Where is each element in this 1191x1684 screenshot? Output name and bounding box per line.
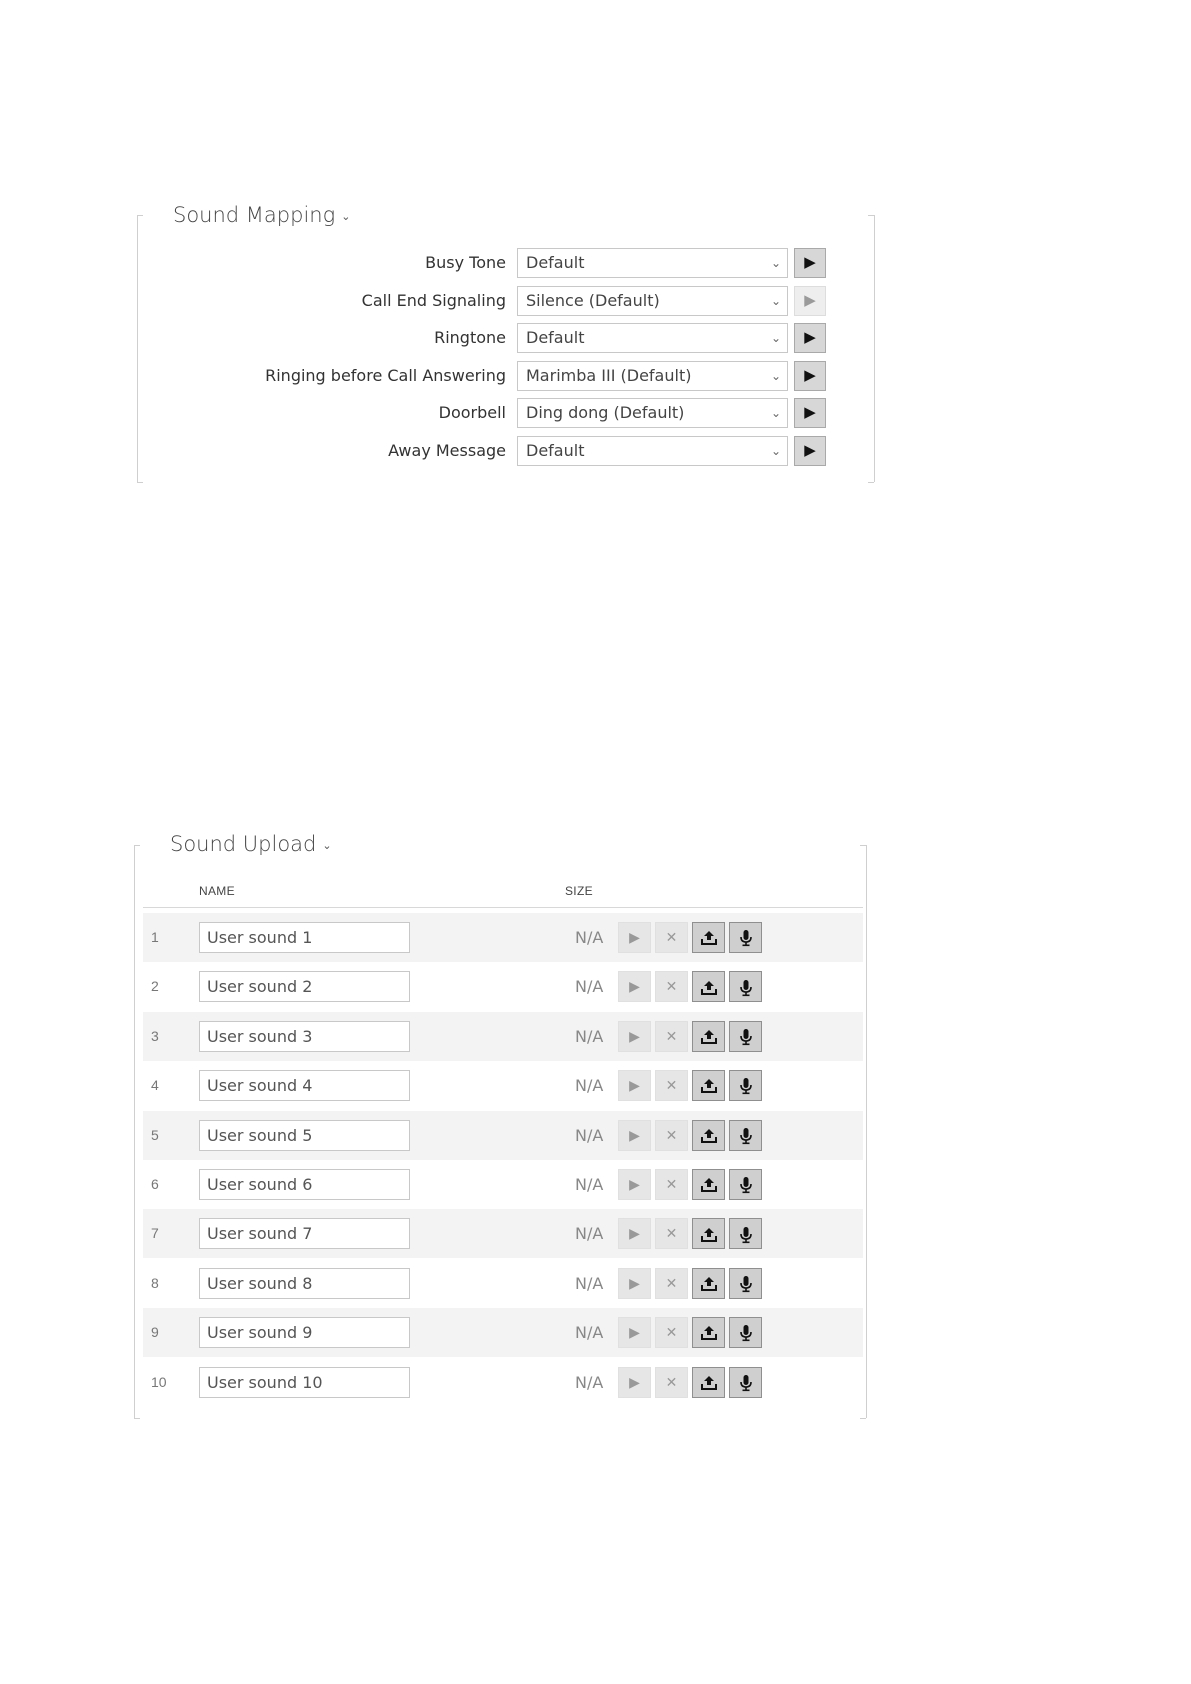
sound-name-input[interactable]: User sound 10 xyxy=(199,1367,410,1398)
chevron-down-icon: ⌄ xyxy=(770,331,781,345)
sound-select-value: Default xyxy=(526,440,585,460)
delete-button[interactable] xyxy=(655,971,688,1002)
upload-button[interactable] xyxy=(692,1070,725,1101)
record-button[interactable] xyxy=(729,1367,762,1398)
chevron-down-icon: ⌄ xyxy=(770,406,781,420)
row-number: 10 xyxy=(151,1373,167,1390)
microphone-icon xyxy=(739,1176,753,1192)
table-row xyxy=(143,1160,863,1209)
play-icon: ▶ xyxy=(629,1027,640,1044)
delete-button[interactable] xyxy=(655,1317,688,1348)
play-button[interactable] xyxy=(794,286,826,316)
microphone-icon xyxy=(739,978,753,994)
table-row xyxy=(143,913,863,962)
play-button[interactable] xyxy=(618,1169,651,1200)
panel-corner xyxy=(868,482,874,483)
sound-select[interactable] xyxy=(517,248,788,278)
play-button[interactable] xyxy=(618,1367,651,1398)
play-icon: ▶ xyxy=(804,329,816,346)
name-column-header: NAME xyxy=(199,884,235,898)
play-button[interactable] xyxy=(794,398,826,428)
upload-button[interactable] xyxy=(692,1218,725,1249)
sound-mapping-row xyxy=(0,285,1191,317)
play-icon: ▶ xyxy=(804,291,816,309)
panel-border-right xyxy=(866,845,867,1418)
size-value: N/A xyxy=(575,1076,604,1096)
sound-name-input[interactable]: User sound 4 xyxy=(199,1070,410,1101)
play-button[interactable] xyxy=(618,971,651,1002)
delete-button[interactable] xyxy=(655,1070,688,1101)
microphone-icon xyxy=(739,1028,753,1044)
sound-name-input[interactable]: User sound 7 xyxy=(199,1218,410,1249)
sound-select-value: Marimba III (Default) xyxy=(526,365,692,385)
microphone-icon xyxy=(739,1077,753,1093)
play-button[interactable] xyxy=(618,1218,651,1249)
sound-mapping-row xyxy=(0,360,1191,392)
sound-name-input[interactable]: User sound 3 xyxy=(199,1021,410,1052)
sound-mapping-label: Doorbell xyxy=(438,403,506,422)
size-value: N/A xyxy=(575,1224,604,1244)
sound-mapping-row xyxy=(0,247,1191,279)
panel-corner xyxy=(134,845,140,846)
delete-icon: ✕ xyxy=(665,1274,678,1291)
sound-select-value: Silence (Default) xyxy=(526,290,660,310)
sound-select[interactable] xyxy=(517,286,788,316)
size-value: N/A xyxy=(575,1323,604,1343)
table-row xyxy=(143,962,863,1011)
row-number: 6 xyxy=(151,1176,159,1192)
panel-corner xyxy=(868,215,874,216)
microphone-icon xyxy=(739,1324,753,1340)
panel-corner xyxy=(137,215,143,216)
row-number: 8 xyxy=(151,1274,159,1291)
play-icon: ▶ xyxy=(629,1225,640,1242)
upload-button[interactable] xyxy=(692,922,725,953)
play-button[interactable] xyxy=(618,1120,651,1151)
sound-mapping-title-text: Sound Mapping xyxy=(173,203,336,227)
sound-select-value: Default xyxy=(526,253,585,272)
record-button[interactable] xyxy=(729,1169,762,1200)
upload-icon xyxy=(700,1225,718,1241)
sound-mapping-row xyxy=(0,435,1191,467)
upload-icon xyxy=(700,1324,718,1340)
upload-icon xyxy=(700,1127,718,1143)
delete-button[interactable] xyxy=(655,1268,688,1299)
delete-button[interactable] xyxy=(655,1367,688,1398)
upload-button[interactable] xyxy=(692,971,725,1002)
play-button[interactable] xyxy=(618,922,651,953)
sound-name-input[interactable]: User sound 5 xyxy=(199,1120,410,1151)
delete-button[interactable] xyxy=(655,1218,688,1249)
size-column-header: SIZE xyxy=(565,884,593,898)
record-button[interactable] xyxy=(729,1120,762,1151)
panel-border-left xyxy=(134,845,135,1418)
play-icon: ▶ xyxy=(629,1324,640,1341)
row-number: 5 xyxy=(151,1126,159,1143)
sound-name-input[interactable]: User sound 2 xyxy=(199,971,410,1002)
play-button[interactable] xyxy=(794,361,826,391)
row-number: 1 xyxy=(151,929,159,945)
sound-mapping-label: Away Message xyxy=(388,440,506,460)
play-button[interactable] xyxy=(618,1070,651,1101)
sound-upload-title[interactable] xyxy=(170,832,332,856)
microphone-icon xyxy=(739,1225,753,1241)
play-icon: ▶ xyxy=(629,1274,640,1291)
upload-icon xyxy=(700,1275,718,1291)
size-value: N/A xyxy=(575,977,604,997)
sound-select[interactable] xyxy=(517,361,788,391)
table-row xyxy=(143,1259,863,1308)
sound-select-value: Ding dong (Default) xyxy=(526,403,685,422)
microphone-icon xyxy=(739,1127,753,1143)
row-number: 2 xyxy=(151,978,159,995)
table-row xyxy=(143,1061,863,1110)
play-icon: ▶ xyxy=(629,1176,640,1192)
upload-icon xyxy=(700,1077,718,1093)
record-button[interactable] xyxy=(729,922,762,953)
sound-select-value: Default xyxy=(526,328,585,347)
play-icon: ▶ xyxy=(804,404,816,421)
chevron-down-icon: ⌄ xyxy=(770,293,781,308)
play-button[interactable] xyxy=(618,1317,651,1348)
size-value: N/A xyxy=(575,1273,604,1293)
sound-mapping-label: Ringing before Call Answering xyxy=(265,365,506,385)
upload-button[interactable] xyxy=(692,1268,725,1299)
record-button[interactable] xyxy=(729,1317,762,1348)
play-icon: ▶ xyxy=(629,929,640,945)
delete-icon: ✕ xyxy=(665,1324,678,1341)
sound-mapping-row xyxy=(0,322,1191,354)
record-button[interactable] xyxy=(729,1021,762,1052)
record-button[interactable] xyxy=(729,1268,762,1299)
upload-button[interactable] xyxy=(692,1367,725,1398)
upload-icon xyxy=(700,1374,718,1390)
size-value: N/A xyxy=(575,1026,604,1046)
delete-icon: ✕ xyxy=(665,1126,678,1143)
sound-mapping-label: Ringtone xyxy=(434,328,506,347)
play-icon: ▶ xyxy=(629,1077,640,1094)
play-button[interactable] xyxy=(618,1268,651,1299)
sound-name-input[interactable]: User sound 8 xyxy=(199,1268,410,1299)
panel-corner xyxy=(860,1418,866,1419)
sound-select[interactable] xyxy=(517,323,788,353)
upload-icon xyxy=(700,1176,718,1192)
chevron-down-icon: ⌄ xyxy=(770,443,781,458)
play-button[interactable] xyxy=(794,248,826,278)
table-row xyxy=(143,1111,863,1160)
play-icon: ▶ xyxy=(629,1373,640,1390)
size-value: N/A xyxy=(575,1125,604,1145)
play-icon: ▶ xyxy=(804,254,816,271)
delete-icon: ✕ xyxy=(665,978,678,995)
sound-upload-title-text: Sound Upload xyxy=(170,832,317,856)
row-number: 4 xyxy=(151,1077,159,1094)
play-icon: ▶ xyxy=(804,366,816,384)
upload-button[interactable] xyxy=(692,1021,725,1052)
table-row xyxy=(143,1209,863,1258)
row-number: 9 xyxy=(151,1324,159,1341)
play-button[interactable] xyxy=(794,323,826,353)
play-button[interactable] xyxy=(794,436,826,466)
play-icon: ▶ xyxy=(629,978,640,995)
delete-button[interactable] xyxy=(655,922,688,953)
panel-corner xyxy=(134,1418,140,1419)
sound-name-input[interactable]: User sound 9 xyxy=(199,1317,410,1348)
sound-mapping-label: Busy Tone xyxy=(425,253,506,272)
record-button[interactable] xyxy=(729,971,762,1002)
record-button[interactable] xyxy=(729,1070,762,1101)
upload-icon xyxy=(700,929,718,945)
delete-icon: ✕ xyxy=(665,1225,678,1242)
upload-button[interactable] xyxy=(692,1120,725,1151)
chevron-down-icon: ⌄ xyxy=(322,838,332,852)
table-row xyxy=(143,1308,863,1357)
table-row xyxy=(143,1358,863,1407)
panel-corner xyxy=(860,845,866,846)
upload-icon xyxy=(700,978,718,994)
size-value: N/A xyxy=(575,1175,604,1194)
sound-mapping-label: Call End Signaling xyxy=(361,290,506,310)
upload-button[interactable] xyxy=(692,1169,725,1200)
sound-mapping-row xyxy=(0,397,1191,429)
record-button[interactable] xyxy=(729,1218,762,1249)
row-number: 3 xyxy=(151,1027,159,1044)
delete-icon: ✕ xyxy=(665,1077,678,1094)
sound-select[interactable] xyxy=(517,436,788,466)
delete-button[interactable] xyxy=(655,1021,688,1052)
chevron-down-icon: ⌄ xyxy=(341,209,351,223)
delete-button[interactable] xyxy=(655,1169,688,1200)
delete-icon: ✕ xyxy=(665,1176,678,1192)
header-divider xyxy=(143,907,863,908)
delete-button[interactable] xyxy=(655,1120,688,1151)
delete-icon: ✕ xyxy=(665,1027,678,1044)
play-icon: ▶ xyxy=(629,1126,640,1143)
chevron-down-icon: ⌄ xyxy=(770,256,781,270)
microphone-icon xyxy=(739,929,753,945)
play-button[interactable] xyxy=(618,1021,651,1052)
size-value: N/A xyxy=(575,928,604,947)
panel-corner xyxy=(137,482,143,483)
chevron-down-icon: ⌄ xyxy=(770,368,781,383)
sound-name-input[interactable]: User sound 6 xyxy=(199,1169,410,1200)
upload-icon xyxy=(700,1028,718,1044)
microphone-icon xyxy=(739,1275,753,1291)
upload-button[interactable] xyxy=(692,1317,725,1348)
size-value: N/A xyxy=(575,1372,604,1392)
delete-icon: ✕ xyxy=(665,929,678,945)
sound-name-input[interactable]: User sound 1 xyxy=(199,922,410,953)
row-number: 7 xyxy=(151,1225,159,1242)
table-row xyxy=(143,1012,863,1061)
delete-icon: ✕ xyxy=(665,1373,678,1390)
sound-select[interactable] xyxy=(517,398,788,428)
sound-mapping-title[interactable] xyxy=(173,203,350,227)
microphone-icon xyxy=(739,1374,753,1390)
play-icon: ▶ xyxy=(804,441,816,459)
